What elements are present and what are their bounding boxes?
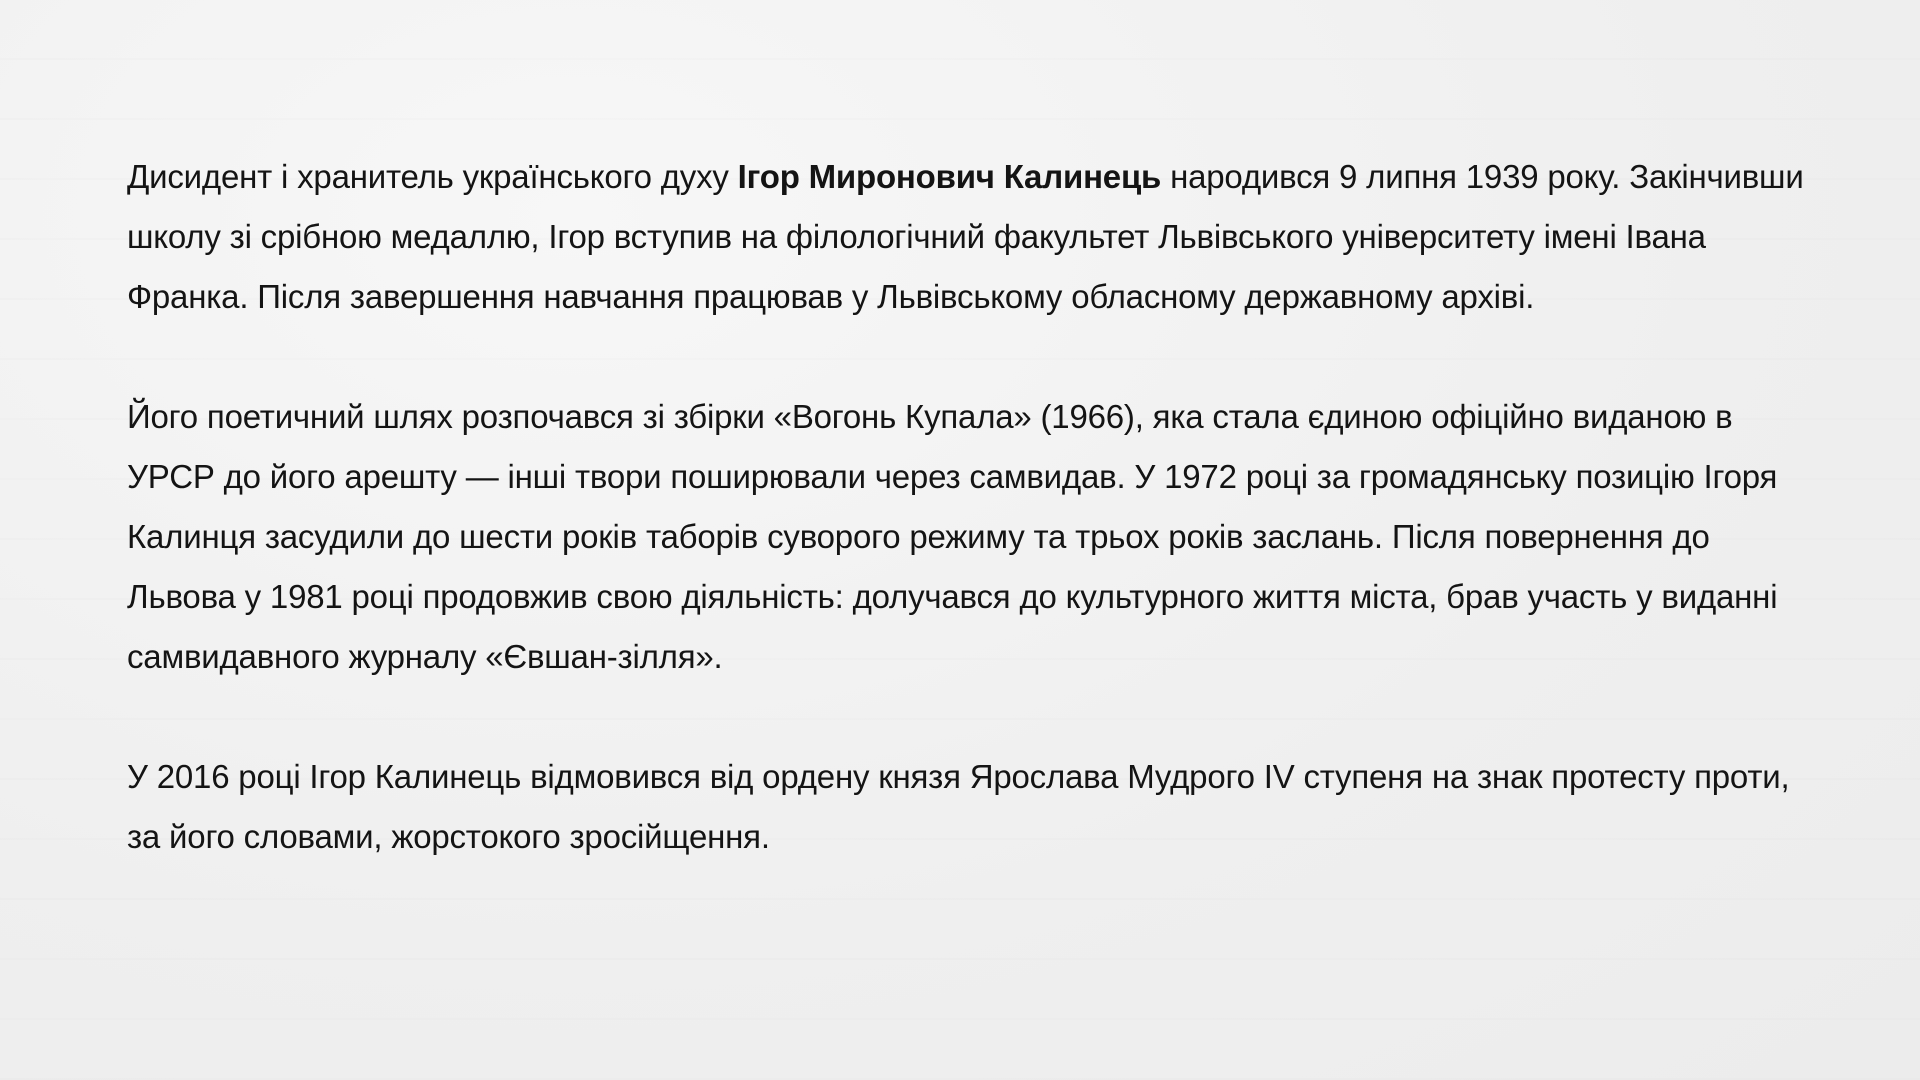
- person-name: Ігор Миронович Калинець: [737, 158, 1162, 195]
- paragraph-biography-rest: народився 9 липня 1939 року. Закінчивши школу зі срібною медаллю, Ігор вступив на філологічний факультет Львівського університету імені Івана Франка. Після завершення навчання працював у Львівському обласному державному архіві.: [127, 158, 1804, 315]
- text-body: [127, 147, 1807, 867]
- paragraph-biography: [127, 147, 1807, 327]
- paragraph-biography-intro: Дисидент і хранитель українського духу: [127, 158, 738, 195]
- paragraph-order-refusal: У 2016 році Ігор Калинець відмовився від ордену князя Ярослава Мудрого IV ступеня на знак протесту проти, за його словами, жорстокого зросійщення.: [127, 758, 1790, 855]
- paragraph-poetic-path: Його поетичний шлях розпочався зі збірки «Вогонь Купала» (1966), яка стала єдиною офіційно виданою в УРСР до його арешту — інші твори поширювали через самвидав. У 1972 році за громадянську позицію Ігоря Калинця засудили до шести років таборів суворого режиму та трьох років заслань. Після повернення до Львова у 1981 році продовжив свою діяльність: долучався до культурного життя міста, брав участь у виданні самвидавного журналу «Євшан-зілля».: [127, 398, 1778, 675]
